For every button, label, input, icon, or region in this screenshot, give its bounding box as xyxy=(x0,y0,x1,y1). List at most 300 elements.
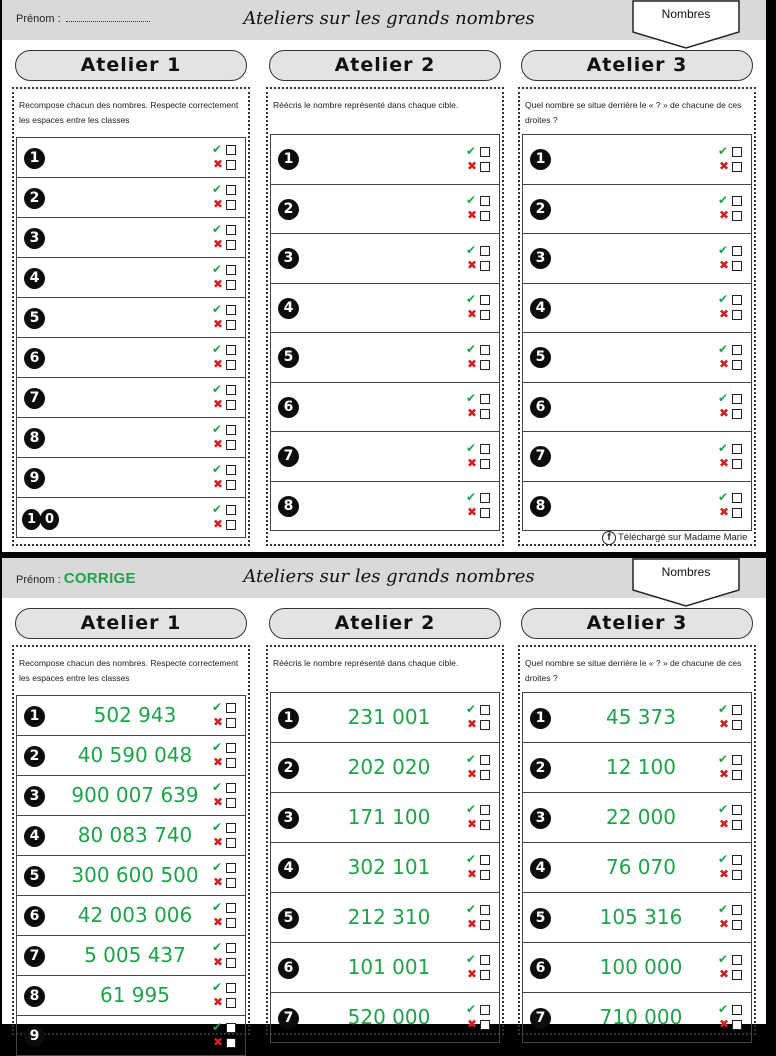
item-number-badge: 6 xyxy=(530,397,551,418)
self-check-boxes xyxy=(212,143,240,173)
answer-row xyxy=(271,993,499,1043)
incorrect-checkbox[interactable] xyxy=(226,320,236,330)
correct-checkbox[interactable] xyxy=(480,394,490,404)
answer-value[interactable]: 900 007 639 xyxy=(71,783,199,807)
answer-row xyxy=(523,743,751,793)
item-number-badge: 7 xyxy=(278,446,299,467)
correct-checkbox[interactable] xyxy=(226,225,236,235)
correct-checkbox[interactable] xyxy=(732,246,742,256)
incorrect-checkbox[interactable] xyxy=(732,870,742,880)
correct-checkbox[interactable] xyxy=(226,185,236,195)
incorrect-checkbox[interactable] xyxy=(480,310,490,320)
answer-value[interactable]: 61 995 xyxy=(100,983,170,1007)
incorrect-checkbox[interactable] xyxy=(226,758,236,768)
correct-checkbox[interactable] xyxy=(732,196,742,206)
page-title: Ateliers sur les grands nombres xyxy=(243,8,535,29)
cross-icon: ✖ xyxy=(467,767,478,781)
correct-checkbox[interactable] xyxy=(480,955,490,965)
answer-row xyxy=(523,383,751,433)
check-icon: ✔ xyxy=(212,142,223,156)
check-icon: ✔ xyxy=(718,391,729,406)
check-icon: ✔ xyxy=(212,302,223,316)
incorrect-checkbox[interactable] xyxy=(480,360,490,370)
item-number-badge: 4 xyxy=(278,298,299,319)
answer-row xyxy=(17,378,245,418)
answer-row xyxy=(17,258,245,298)
prenom-label: Prénom : xyxy=(16,574,61,586)
atelier-title: Atelier 3 xyxy=(521,608,753,639)
cross-icon: ✖ xyxy=(719,208,730,223)
item-number-badge: 4 xyxy=(530,858,551,879)
cross-icon: ✖ xyxy=(467,867,478,881)
answer-row xyxy=(271,383,499,433)
worksheet-corrige xyxy=(2,558,766,1049)
self-check-boxes xyxy=(466,491,494,521)
incorrect-checkbox[interactable] xyxy=(732,508,742,518)
answer-value[interactable]: 5 005 437 xyxy=(84,943,186,967)
correct-checkbox[interactable] xyxy=(732,444,742,454)
atelier-title: Atelier 1 xyxy=(15,50,247,81)
correct-checkbox[interactable] xyxy=(480,855,490,865)
answer-row xyxy=(17,816,245,856)
self-check-boxes xyxy=(212,701,240,731)
incorrect-checkbox[interactable] xyxy=(226,360,236,370)
cross-icon: ✖ xyxy=(213,397,224,411)
item-number-badge: 2 xyxy=(278,758,299,779)
incorrect-checkbox[interactable] xyxy=(480,409,490,419)
self-check-boxes xyxy=(212,263,240,293)
answer-value[interactable]: 105 316 xyxy=(599,905,683,929)
correct-checkbox[interactable] xyxy=(732,705,742,715)
answer-row xyxy=(271,843,499,893)
check-icon: ✔ xyxy=(718,143,729,158)
correct-checkbox[interactable] xyxy=(732,1005,742,1015)
answer-row xyxy=(523,793,751,843)
item-number-badge: 2 xyxy=(530,758,551,779)
answer-grid xyxy=(270,134,500,531)
self-check-boxes xyxy=(718,903,746,933)
item-number-badge: 6 xyxy=(530,958,551,979)
incorrect-checkbox[interactable] xyxy=(226,798,236,808)
incorrect-checkbox[interactable] xyxy=(226,160,236,170)
correct-checkbox[interactable] xyxy=(226,305,236,315)
incorrect-checkbox[interactable] xyxy=(480,920,490,930)
cross-icon: ✖ xyxy=(213,237,224,251)
item-number-badge: 1 xyxy=(24,148,45,169)
category-tag xyxy=(632,0,740,50)
check-icon: ✔ xyxy=(718,802,729,816)
facebook-icon: f xyxy=(602,531,616,545)
answer-value[interactable]: 12 100 xyxy=(606,755,676,779)
self-check-boxes xyxy=(212,981,240,1011)
check-icon: ✔ xyxy=(718,490,729,505)
item-number-badge: 4 xyxy=(24,268,45,289)
self-check-boxes xyxy=(466,194,494,224)
incorrect-checkbox[interactable] xyxy=(226,958,236,968)
check-icon: ✔ xyxy=(212,740,223,754)
answer-row xyxy=(271,482,499,532)
incorrect-checkbox[interactable] xyxy=(732,409,742,419)
cross-icon: ✖ xyxy=(467,158,478,173)
answer-row xyxy=(523,693,751,743)
cross-icon: ✖ xyxy=(719,505,730,520)
incorrect-checkbox[interactable] xyxy=(226,280,236,290)
correct-checkbox[interactable] xyxy=(480,295,490,305)
incorrect-checkbox[interactable] xyxy=(226,480,236,490)
self-check-boxes xyxy=(718,953,746,983)
correct-checkbox[interactable] xyxy=(480,905,490,915)
incorrect-checkbox[interactable] xyxy=(226,200,236,210)
category-tag-label: Nombres xyxy=(661,565,711,579)
correct-checkbox[interactable] xyxy=(480,246,490,256)
footer-credit-text: Téléchargé sur Madame Marie xyxy=(618,532,748,543)
self-check-boxes xyxy=(212,861,240,891)
item-number-badge: 2 xyxy=(24,746,45,767)
incorrect-checkbox[interactable] xyxy=(226,878,236,888)
answer-row xyxy=(17,976,245,1016)
answer-value[interactable]: 101 001 xyxy=(347,955,431,979)
incorrect-checkbox[interactable] xyxy=(226,240,236,250)
item-number-badge: 8 xyxy=(24,986,45,1007)
self-check-boxes xyxy=(466,703,494,733)
answer-row xyxy=(523,943,751,993)
answer-value[interactable]: 45 373 xyxy=(606,705,676,729)
correct-checkbox[interactable] xyxy=(226,505,236,515)
incorrect-checkbox[interactable] xyxy=(226,718,236,728)
check-icon: ✔ xyxy=(212,382,223,396)
cross-icon: ✖ xyxy=(213,715,224,729)
incorrect-checkbox[interactable] xyxy=(732,770,742,780)
correct-checkbox[interactable] xyxy=(480,444,490,454)
self-check-boxes xyxy=(466,244,494,274)
incorrect-checkbox[interactable] xyxy=(732,920,742,930)
check-icon: ✔ xyxy=(212,342,223,356)
atelier-panel xyxy=(518,645,756,1035)
answer-row xyxy=(17,936,245,976)
footer-credit xyxy=(602,531,747,545)
correct-checkbox[interactable] xyxy=(732,345,742,355)
cross-icon: ✖ xyxy=(213,437,224,451)
incorrect-checkbox[interactable] xyxy=(480,162,490,172)
incorrect-checkbox[interactable] xyxy=(480,459,490,469)
cross-icon: ✖ xyxy=(213,795,224,809)
self-check-boxes xyxy=(212,741,240,771)
self-check-boxes xyxy=(212,223,240,253)
check-icon: ✔ xyxy=(466,440,477,455)
self-check-boxes xyxy=(212,821,240,851)
item-number-badge: 4 xyxy=(278,858,299,879)
incorrect-checkbox[interactable] xyxy=(732,162,742,172)
cross-icon: ✖ xyxy=(467,307,478,322)
check-icon: ✔ xyxy=(466,490,477,505)
answer-value[interactable]: 202 020 xyxy=(347,755,431,779)
answer-row xyxy=(17,736,245,776)
incorrect-checkbox[interactable] xyxy=(480,720,490,730)
answer-row xyxy=(271,793,499,843)
correct-checkbox[interactable] xyxy=(480,805,490,815)
cross-icon: ✖ xyxy=(213,1035,224,1049)
cross-icon: ✖ xyxy=(719,1017,730,1031)
answer-value[interactable]: 520 000 xyxy=(347,1005,431,1029)
incorrect-checkbox[interactable] xyxy=(732,459,742,469)
correct-checkbox[interactable] xyxy=(732,295,742,305)
cross-icon: ✖ xyxy=(213,517,224,531)
item-number-badge: 6 xyxy=(278,397,299,418)
correct-checkbox[interactable] xyxy=(732,955,742,965)
incorrect-checkbox[interactable] xyxy=(480,770,490,780)
item-number-badge: 3 xyxy=(24,228,45,249)
check-icon: ✔ xyxy=(212,422,223,436)
check-icon: ✔ xyxy=(212,1020,223,1034)
self-check-boxes xyxy=(718,442,746,472)
incorrect-checkbox[interactable] xyxy=(732,261,742,271)
incorrect-checkbox[interactable] xyxy=(226,998,236,1008)
item-number-badge: 1 xyxy=(530,708,551,729)
incorrect-checkbox[interactable] xyxy=(226,918,236,928)
correct-checkbox[interactable] xyxy=(226,783,236,793)
self-check-boxes xyxy=(718,194,746,224)
incorrect-checkbox[interactable] xyxy=(480,261,490,271)
check-icon: ✔ xyxy=(212,900,223,914)
answer-row xyxy=(271,185,499,235)
check-icon: ✔ xyxy=(466,341,477,356)
prenom-label: Prénom : xyxy=(16,13,61,25)
self-check-boxes xyxy=(212,383,240,413)
cross-icon: ✖ xyxy=(467,967,478,981)
answer-value[interactable]: 710 000 xyxy=(599,1005,683,1029)
answer-row xyxy=(17,498,245,538)
cross-icon: ✖ xyxy=(213,755,224,769)
cross-icon: ✖ xyxy=(467,208,478,223)
answer-value[interactable]: 212 310 xyxy=(347,905,431,929)
correct-checkbox[interactable] xyxy=(226,943,236,953)
check-icon: ✔ xyxy=(466,852,477,866)
answer-value[interactable]: 76 070 xyxy=(606,855,676,879)
incorrect-checkbox[interactable] xyxy=(480,870,490,880)
check-icon: ✔ xyxy=(718,702,729,716)
item-number-badge: 5 xyxy=(278,908,299,929)
answer-value[interactable]: 100 000 xyxy=(599,955,683,979)
correct-checkbox[interactable] xyxy=(480,493,490,503)
atelier-title: Atelier 2 xyxy=(269,50,501,81)
cross-icon: ✖ xyxy=(719,767,730,781)
answer-value[interactable]: 22 000 xyxy=(606,805,676,829)
self-check-boxes xyxy=(718,1003,746,1033)
item-number-badge: 2 xyxy=(530,199,551,220)
correct-checkbox[interactable] xyxy=(226,903,236,913)
atelier-panel xyxy=(518,87,756,546)
cross-icon: ✖ xyxy=(213,995,224,1009)
correct-checkbox[interactable] xyxy=(732,905,742,915)
correct-checkbox[interactable] xyxy=(732,394,742,404)
self-check-boxes xyxy=(466,853,494,883)
atelier-title: Atelier 3 xyxy=(521,50,753,81)
correct-checkbox[interactable] xyxy=(226,345,236,355)
answer-row xyxy=(271,893,499,943)
incorrect-checkbox[interactable] xyxy=(226,400,236,410)
category-tag-label: Nombres xyxy=(661,7,711,21)
cross-icon: ✖ xyxy=(719,356,730,371)
cross-icon: ✖ xyxy=(213,955,224,969)
cross-icon: ✖ xyxy=(213,357,224,371)
answer-row xyxy=(17,696,245,736)
item-number-badge: 5 xyxy=(24,866,45,887)
self-check-boxes xyxy=(718,392,746,422)
cross-icon: ✖ xyxy=(467,257,478,272)
item-number-badge: 6 xyxy=(278,958,299,979)
answer-row xyxy=(17,896,245,936)
answer-row xyxy=(523,284,751,334)
check-icon: ✔ xyxy=(718,752,729,766)
item-number-badge: 5 xyxy=(278,347,299,368)
check-icon: ✔ xyxy=(718,952,729,966)
answer-value[interactable]: 80 083 740 xyxy=(77,823,193,847)
atelier-panel xyxy=(266,645,504,1035)
answer-row xyxy=(17,458,245,498)
item-number-badge: 7 xyxy=(24,388,45,409)
correct-checkbox[interactable] xyxy=(480,755,490,765)
check-icon: ✔ xyxy=(718,193,729,208)
incorrect-checkbox[interactable] xyxy=(480,211,490,221)
answer-row xyxy=(271,234,499,284)
self-check-boxes xyxy=(212,423,240,453)
self-check-boxes xyxy=(718,803,746,833)
answer-row xyxy=(17,218,245,258)
answer-grid xyxy=(522,134,752,531)
incorrect-checkbox[interactable] xyxy=(480,970,490,980)
item-number-badge: 5 xyxy=(530,908,551,929)
check-icon: ✔ xyxy=(212,502,223,516)
correct-checkbox[interactable] xyxy=(480,147,490,157)
check-icon: ✔ xyxy=(212,780,223,794)
correct-checkbox[interactable] xyxy=(226,425,236,435)
check-icon: ✔ xyxy=(212,860,223,874)
incorrect-checkbox[interactable] xyxy=(226,520,236,530)
cross-icon: ✖ xyxy=(467,455,478,470)
item-number-badge: 3 xyxy=(530,808,551,829)
check-icon: ✔ xyxy=(718,1002,729,1016)
answer-value[interactable]: 300 600 500 xyxy=(71,863,199,887)
answer-row xyxy=(523,185,751,235)
item-number-badge: 8 xyxy=(24,428,45,449)
correct-checkbox[interactable] xyxy=(226,265,236,275)
item-number-badge: 2 xyxy=(278,199,299,220)
cross-icon: ✖ xyxy=(467,717,478,731)
incorrect-checkbox[interactable] xyxy=(480,1020,490,1030)
incorrect-checkbox[interactable] xyxy=(732,970,742,980)
answer-value[interactable]: 42 003 006 xyxy=(77,903,193,927)
check-icon: ✔ xyxy=(212,462,223,476)
answer-row xyxy=(523,843,751,893)
self-check-boxes xyxy=(466,753,494,783)
correct-checkbox[interactable] xyxy=(480,345,490,355)
item-number-badge: 1 xyxy=(530,149,551,170)
incorrect-checkbox[interactable] xyxy=(480,820,490,830)
self-check-boxes xyxy=(466,145,494,175)
answer-value[interactable]: 302 101 xyxy=(347,855,431,879)
cross-icon: ✖ xyxy=(719,307,730,322)
item-number-badge: 3 xyxy=(530,248,551,269)
item-number-badge: 6 xyxy=(24,348,45,369)
incorrect-checkbox[interactable] xyxy=(732,310,742,320)
answer-row xyxy=(523,333,751,383)
correct-checkbox[interactable] xyxy=(226,743,236,753)
item-number-badge: 3 xyxy=(278,248,299,269)
cross-icon: ✖ xyxy=(213,157,224,171)
answer-grid xyxy=(16,137,246,538)
check-icon: ✔ xyxy=(466,193,477,208)
item-number-badge: 4 xyxy=(530,298,551,319)
check-icon: ✔ xyxy=(212,262,223,276)
incorrect-checkbox[interactable] xyxy=(226,1038,236,1048)
correct-checkbox[interactable] xyxy=(226,145,236,155)
check-icon: ✔ xyxy=(466,702,477,716)
atelier-title: Atelier 2 xyxy=(269,608,501,639)
incorrect-checkbox[interactable] xyxy=(732,820,742,830)
cross-icon: ✖ xyxy=(213,197,224,211)
self-check-boxes xyxy=(718,753,746,783)
incorrect-checkbox[interactable] xyxy=(732,211,742,221)
correct-checkbox[interactable] xyxy=(226,863,236,873)
incorrect-checkbox[interactable] xyxy=(732,360,742,370)
answer-grid xyxy=(270,692,500,1043)
correct-checkbox[interactable] xyxy=(480,705,490,715)
incorrect-checkbox[interactable] xyxy=(732,1020,742,1030)
atelier-panel xyxy=(266,87,504,546)
answer-value[interactable]: 231 001 xyxy=(347,705,431,729)
item-number-badge: 8 xyxy=(530,496,551,517)
self-check-boxes xyxy=(212,303,240,333)
cross-icon: ✖ xyxy=(719,406,730,421)
self-check-boxes xyxy=(212,183,240,213)
correct-checkbox[interactable] xyxy=(226,823,236,833)
correct-checkbox[interactable] xyxy=(732,755,742,765)
correct-checkbox[interactable] xyxy=(226,1023,236,1033)
cross-icon: ✖ xyxy=(719,717,730,731)
correct-checkbox[interactable] xyxy=(226,983,236,993)
incorrect-checkbox[interactable] xyxy=(480,508,490,518)
answer-row xyxy=(17,418,245,458)
correct-checkbox[interactable] xyxy=(732,805,742,815)
correct-checkbox[interactable] xyxy=(732,493,742,503)
correct-checkbox[interactable] xyxy=(732,855,742,865)
answer-row xyxy=(271,284,499,334)
correct-checkbox[interactable] xyxy=(226,385,236,395)
self-check-boxes xyxy=(466,953,494,983)
atelier-instruction: Recompose chacun des nombres. Respecte correctement les espaces entre les classes xyxy=(19,100,239,125)
correct-checkbox[interactable] xyxy=(480,1005,490,1015)
item-number-badge: 3 xyxy=(278,808,299,829)
check-icon: ✔ xyxy=(718,341,729,356)
incorrect-checkbox[interactable] xyxy=(226,440,236,450)
incorrect-checkbox[interactable] xyxy=(732,720,742,730)
cross-icon: ✖ xyxy=(719,817,730,831)
atelier-instruction: Réécris le nombre représenté dans chaque cible. xyxy=(273,658,459,668)
correct-checkbox[interactable] xyxy=(480,196,490,206)
correct-checkbox[interactable] xyxy=(226,703,236,713)
answer-value[interactable]: 171 100 xyxy=(347,805,431,829)
incorrect-checkbox[interactable] xyxy=(226,838,236,848)
answer-value[interactable]: 40 590 048 xyxy=(77,743,193,767)
answer-grid xyxy=(16,695,246,1056)
check-icon: ✔ xyxy=(466,952,477,966)
correct-checkbox[interactable] xyxy=(226,465,236,475)
answer-value[interactable]: 502 943 xyxy=(93,703,177,727)
cross-icon: ✖ xyxy=(719,158,730,173)
correct-checkbox[interactable] xyxy=(732,147,742,157)
check-icon: ✔ xyxy=(466,752,477,766)
answer-row xyxy=(17,178,245,218)
